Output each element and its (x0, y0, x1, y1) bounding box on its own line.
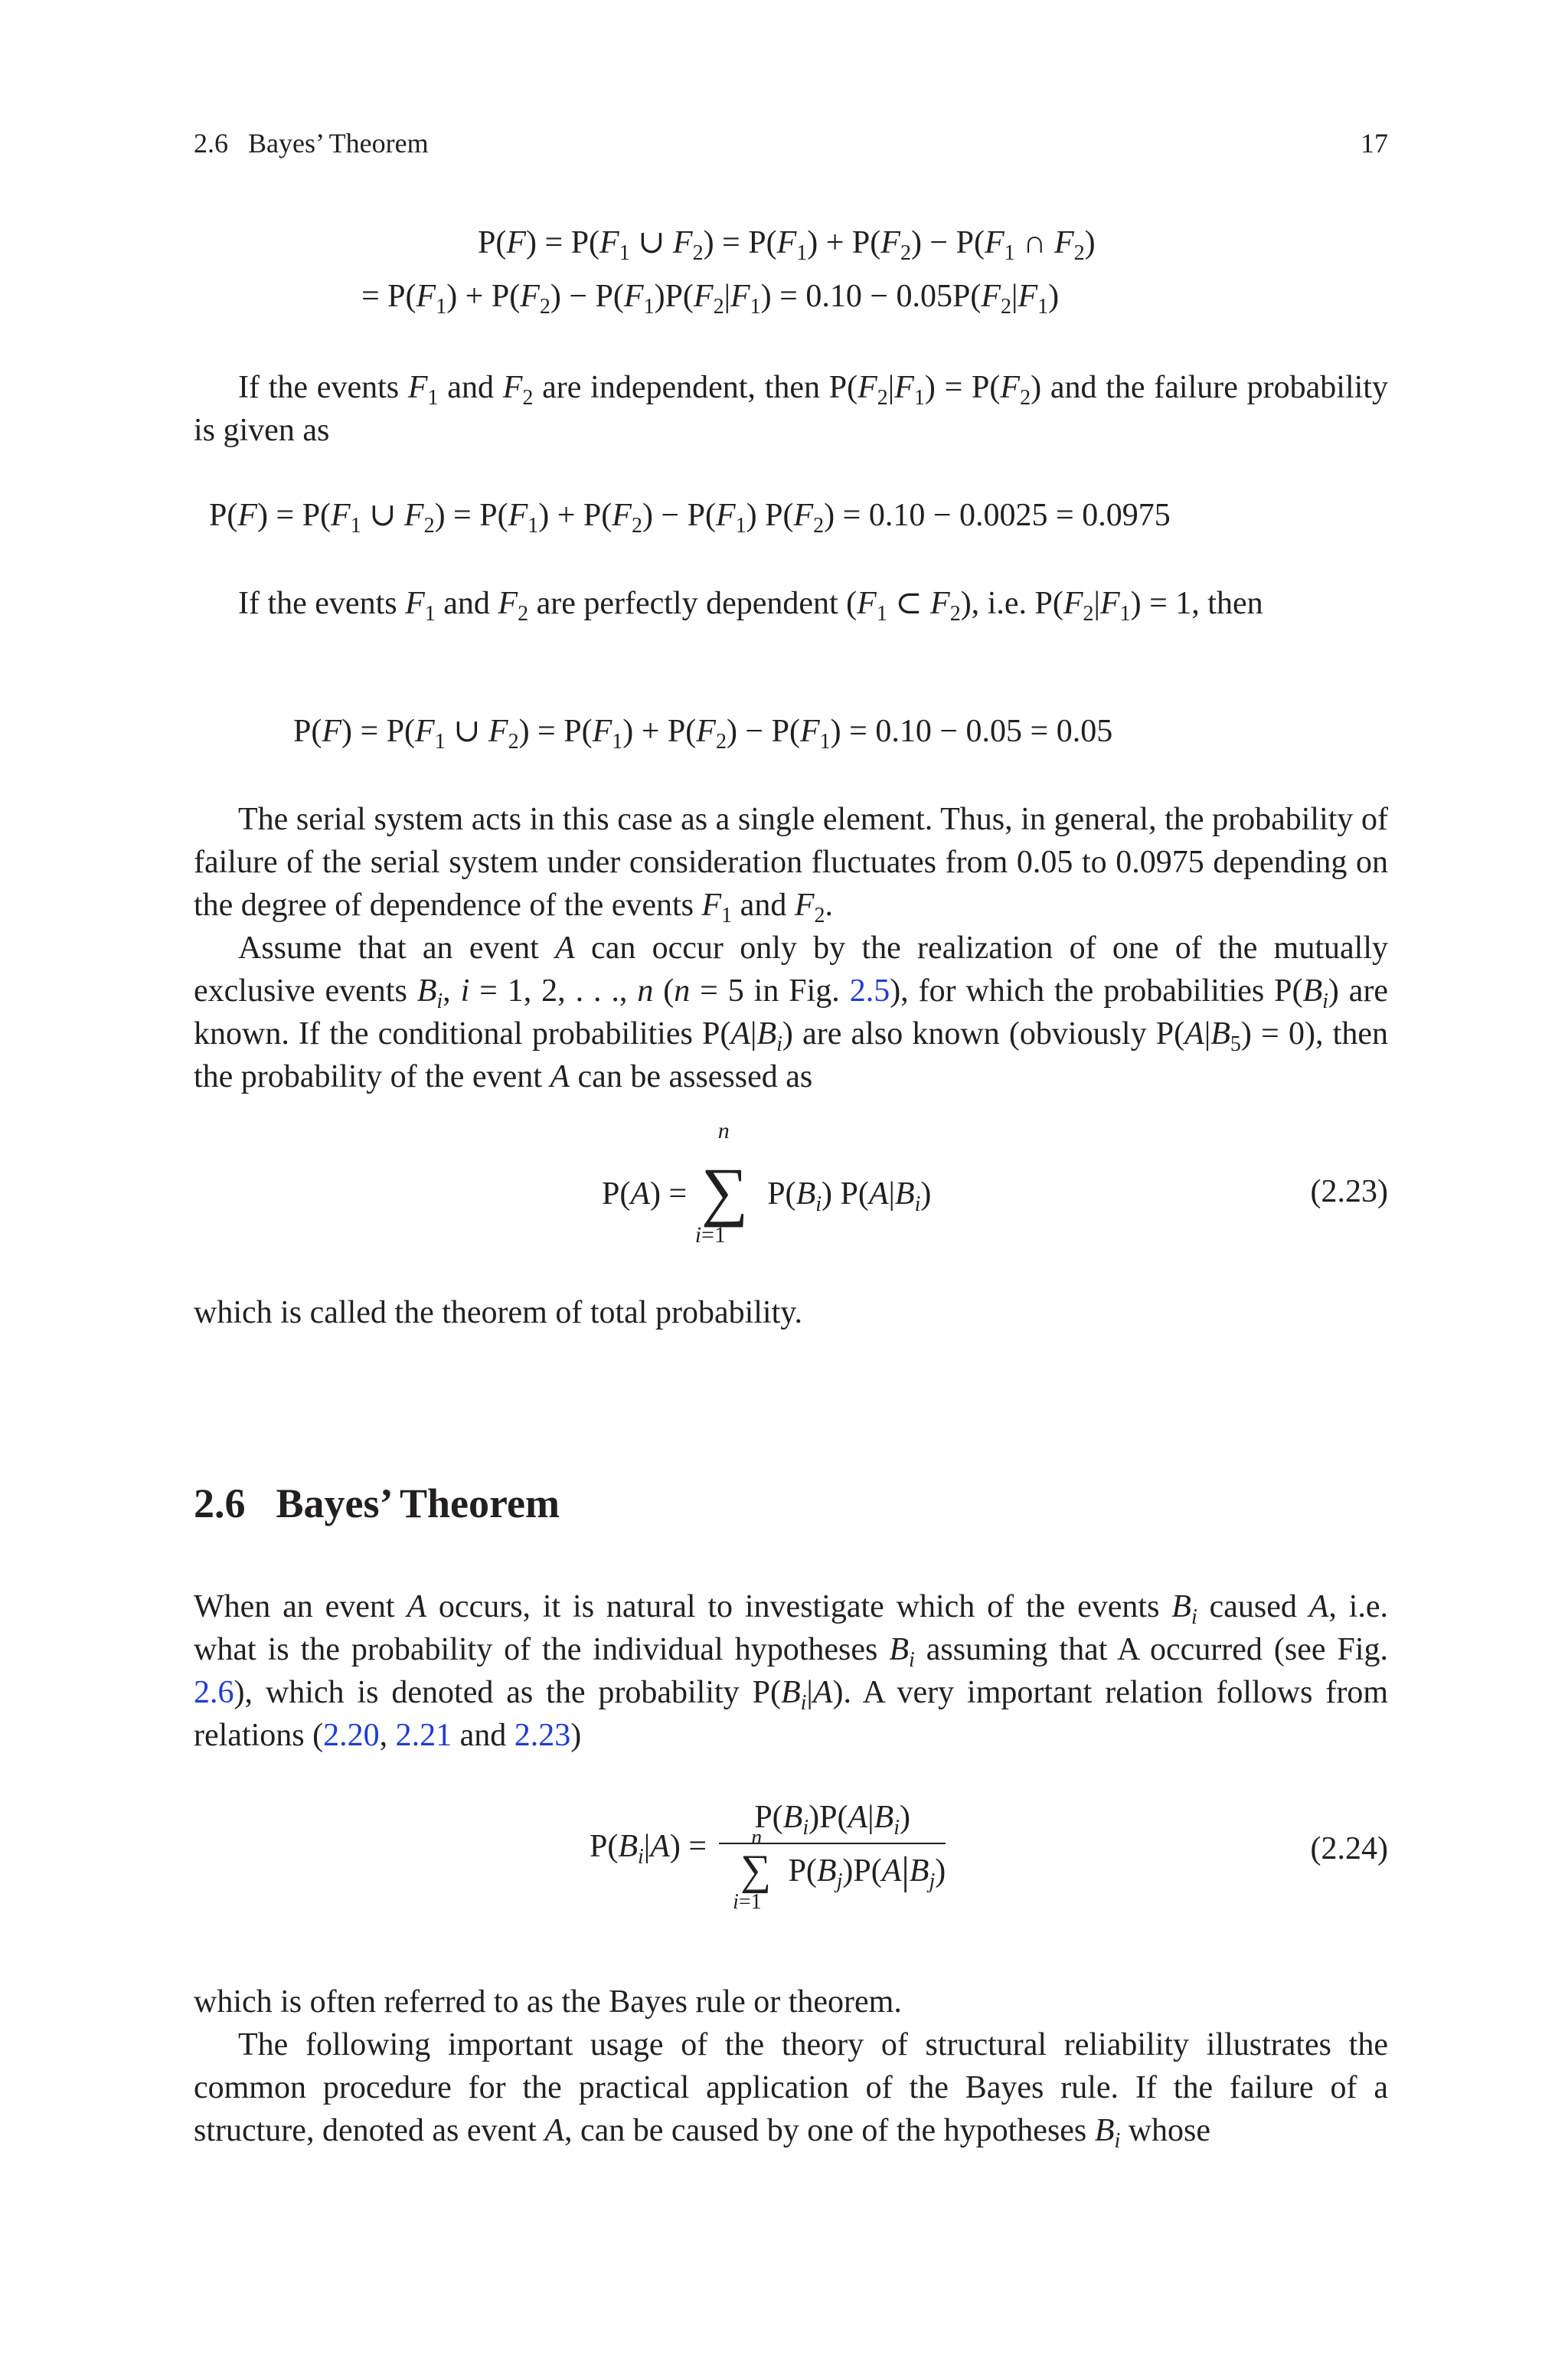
bayes-fraction (719, 1800, 946, 1914)
link-rel-2-21[interactable]: 2.21 (395, 1718, 452, 1753)
text: assuming that A occurred (see Fig. (926, 1632, 1389, 1667)
value: 0.10 (875, 714, 932, 749)
link-rel-2-23[interactable]: 2.23 (514, 1718, 571, 1753)
equation-number-2-24: (2.24) (1310, 1831, 1388, 1866)
section-heading-title: Bayes’ Theorem (276, 1480, 560, 1526)
text: The serial system acts in this case as a single element. Thus, in general, the probability of failure of the serial system under consideration fluctuates from 0.05 to 0.0975 depending on the degree of dependence of the events (194, 802, 1388, 923)
text: can occur only by the realization of one of the mutually exclusive events (194, 931, 1388, 1009)
value: 0.10 (868, 498, 926, 533)
text: are perfectly dependent (536, 586, 838, 621)
text: then (1207, 586, 1263, 621)
summation-symbol: ∑ n i=1 (733, 1826, 771, 1914)
paragraph-serial-system: The serial system acts in this case as a single element. Thus, in general, the probability of failure of the serial system under consideration fluctuates from 0.05 to 0.0975 depending on the degree of dependence of the events $F_1$ and $F_2$. Assume that an event A can occur only by the realization of one of the mutually exclusive events $B_i$, i = 1, 2, . . ., n (n = 5 in Fig. 2.5), for which the probabilities $P(B_i)$ are known. If the conditional probabilities $P(A|B_i)$ are also known (obviously $P(A|B_5) = 0$), then the probability of the event A can be assessed as (194, 802, 1389, 1094)
bayes-numerator: $P(B_i)P(A|B_i)$ (719, 1801, 946, 1844)
text: and (740, 888, 787, 923)
text: i.e. what is the probability of the individual hypotheses (194, 1589, 1388, 1667)
text: i.e. (987, 586, 1027, 621)
link-fig-2-6[interactable]: 2.6 (194, 1675, 234, 1710)
link-fig-2-5[interactable]: 2.5 (849, 973, 890, 1009)
text: ), for which the probabilities (890, 973, 1265, 1009)
text: are independent, then (542, 370, 821, 405)
text: . A very important relation follows from relations ( (194, 1675, 1388, 1753)
summation-symbol: ∑ n i=1 (694, 1118, 749, 1248)
text: can be assessed as (577, 1059, 813, 1094)
equation-independent: $P(F) = P(F_1$ ∪ $F_2) = P(F_1) + P(F_2) - P(F_1)$ $P(F_2) = 0.10 - 0.0025 = 0.0975$ (209, 498, 1171, 538)
section-heading (194, 1480, 560, 1527)
equation-union-line2: = $P(F_1) + P(F_2) - P(F_1)P(F_2|F_1) = 0.10 - 0.05P(F_2|F_1)$ (361, 279, 1060, 319)
text: The following important usage of the theory of structural reliability illustrates the common procedure for the practical application of the Bayes rule. If the failure of a structure, denoted as event (194, 2027, 1388, 2148)
text: and (443, 586, 490, 621)
equation-bayes: $P(B_i|A)$ = $P(B_i)P(A|B_i)$ ∑ n i=1 $P(B_j)P(A|B_j)$ (590, 1800, 946, 1914)
text: If the events (238, 586, 397, 621)
value: 5 (727, 973, 744, 1009)
text: , can be caused by one of the hypotheses (564, 2113, 1087, 2148)
equation-union-line1: $P(F) = P(F_1$ ∪ $F_2) = P(F_1) + P(F_2) - P(F_1$ ∩ $F_2$) (478, 225, 1096, 265)
text: When an event (194, 1589, 395, 1624)
text: occurs, it is natural to investigate which of the events (438, 1589, 1160, 1624)
text: and (447, 370, 494, 405)
text: which is often referred to as the Bayes rule or theorem. (194, 1984, 902, 2020)
value: 0.0975 (1082, 498, 1171, 533)
equation-dependent: $P(F) = P(F_1$ ∪ $F_2) = P(F_1) + P(F_2) - P(F_1) = 0.10 - 0.05 = 0.05$ (293, 714, 1113, 754)
text: ), then the probability of the event (194, 1016, 1388, 1094)
value: 0.10 (805, 279, 862, 314)
equation-total-probability: P(A) = ∑ n i=1 $P(B_i)$ $P(A|B_i)$ (602, 1118, 932, 1248)
paragraph-independent: If the events $F_1$ and $F_2$ are independent, then $P(F_2|F_1) = P(F_2)$ and the failure probability is given as (194, 370, 1388, 448)
running-header (194, 127, 1388, 159)
text: and (459, 1718, 507, 1753)
text: ), which is denoted as the probability (234, 1675, 740, 1710)
paragraph-total-probability (194, 1291, 1388, 1334)
text: which is called the theorem of total probability. (194, 1295, 803, 1330)
paragraph-dependent: If the events $F_1$ and $F_2$ are perfectly dependent ($F_1$ ⊂ $F_2$), i.e. $P(F_2|F_1) = 1$, then (238, 586, 1263, 626)
value: 0.0025 (959, 498, 1048, 533)
paragraph-bayes-rule: which is often referred to as the Bayes rule or theorem. The following important usage of the theory of structural reliability illustrates the common procedure for the practical application of the Bayes rule. If the failure of a structure, denoted as event A, can be caused by one of the hypotheses $B_i$ whose (194, 1981, 1388, 2152)
value: 0 (1288, 1016, 1305, 1052)
section-heading-number: 2.6 (194, 1480, 246, 1526)
text: whose (1128, 2113, 1211, 2148)
text: If the events (238, 370, 400, 405)
value: 0.05 (1056, 714, 1113, 749)
text: in Fig. (753, 973, 840, 1009)
link-rel-2-20[interactable]: 2.20 (323, 1718, 380, 1753)
text: are also known (obviously (802, 1016, 1147, 1052)
running-header-section-title: Bayes’ Theorem (248, 128, 429, 159)
equation-number-2-23: (2.23) (1310, 1174, 1388, 1209)
text: caused (1209, 1589, 1297, 1624)
page-number: 17 (1361, 128, 1388, 159)
bayes-denominator: ∑ n i=1 $P(B_j)P(A|B_j)$ (733, 1826, 946, 1914)
text: and the failure probability is given as (194, 370, 1388, 448)
value: 1 (1175, 586, 1192, 621)
text: are known. If the conditional probabilities (194, 973, 1389, 1052)
running-header-section (194, 127, 429, 159)
running-header-section-number: 2.6 (194, 128, 228, 159)
paragraph-bayes-intro: When an event A occurs, it is natural to investigate which of the events $B_i$ caused A, i.e. what is the probability of the individual hypotheses $B_i$ assuming that A occurred (see Fig. 2.6), which is denoted as the probability $P(B_i|A)$. A very important relation follows from relations (2.20, 2.21 and 2.23) (194, 1589, 1389, 1753)
value: 0.05 (965, 714, 1022, 749)
text: Assume that an event (238, 931, 539, 966)
